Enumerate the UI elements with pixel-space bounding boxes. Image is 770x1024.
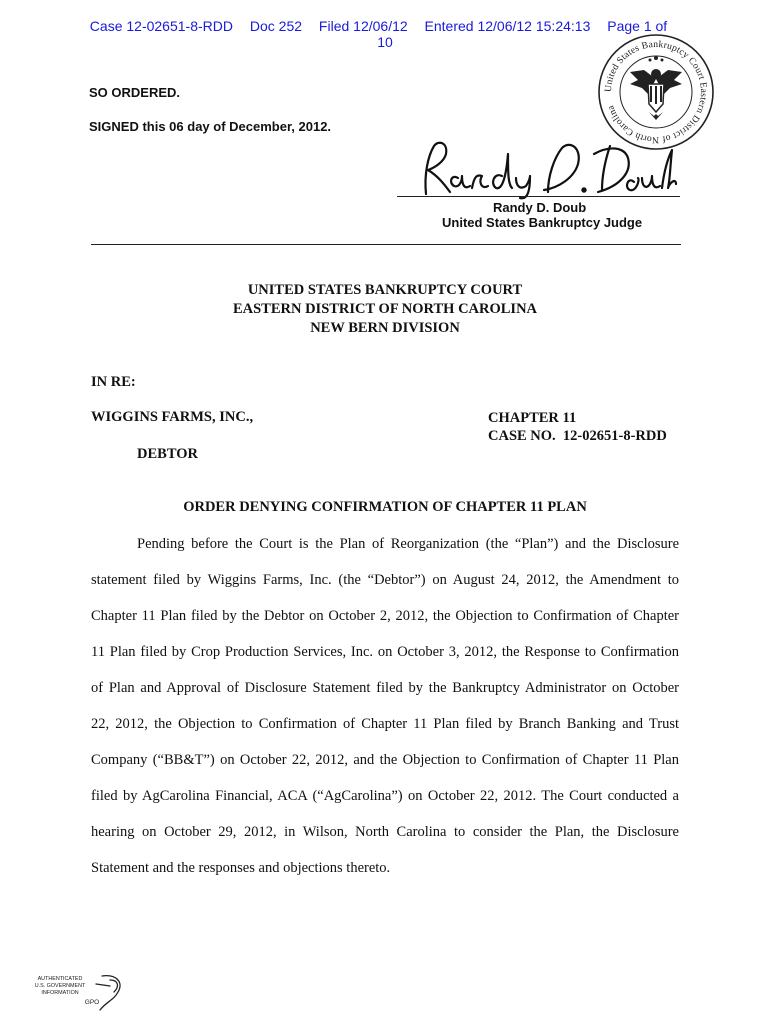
- court-division: NEW BERN DIVISION: [310, 320, 460, 336]
- judge-title: United States Bankruptcy Judge: [442, 215, 643, 230]
- entered-date: Entered 12/06/12 15:24:13: [424, 18, 591, 34]
- body-line: Statement and the responses and objections thereto.: [91, 860, 391, 876]
- signed-date: SIGNED this 06 day of December, 2012.: [89, 119, 332, 134]
- judge-name: Randy D. Doub: [493, 200, 587, 215]
- case-caption-right: [488, 409, 667, 445]
- signature-line: [397, 196, 680, 197]
- body-line: Company (“BB&T”) on October 22, 2012, and the Objection to Confirmation of Chapter 11 Plan: [91, 752, 679, 768]
- body-line: hearing on October 29, 2012, in Wilson, North Carolina to consider the Plan, the Disclosure: [91, 824, 679, 840]
- case-reference: Case 12-02651-8-RDD: [89, 18, 233, 34]
- so-ordered: SO ORDERED.: [89, 85, 181, 100]
- page-count-a: Page 1 of: [607, 18, 668, 34]
- body-line: statement filed by Wiggins Farms, Inc. (the “Debtor”) on August 24, 2012, the Amendment to: [91, 572, 679, 588]
- judge-signature-image: [398, 128, 678, 200]
- chapter-label: CHAPTER 11: [488, 410, 577, 426]
- body-line: 22, 2012, the Objection to Confirmation of Chapter 11 Plan filed by Branch Banking and Trust: [91, 716, 679, 732]
- court-name: UNITED STATES BANKRUPTCY COURT: [247, 282, 523, 298]
- debtor-name: WIGGINS FARMS, INC.,: [91, 409, 254, 425]
- case-number: CASE NO. 12-02651-8-RDD: [488, 428, 667, 444]
- gpo-line-3: INFORMATION: [41, 990, 79, 996]
- court-district: EASTERN DISTRICT OF NORTH CAROLINA: [232, 301, 538, 317]
- body-line: filed by AgCarolina Financial, ACA (“AgCarolina”) on October 22, 2012. The Court conducted a: [91, 788, 679, 804]
- header-divider: [91, 244, 681, 245]
- gpo-line-1: AUTHENTICATED: [37, 976, 83, 982]
- order-title: ORDER DENYING CONFIRMATION OF CHAPTER 11 PLAN: [183, 499, 587, 515]
- body-line: Pending before the Court is the Plan of Reorganization (the “Plan”) and the Disclosure: [137, 536, 679, 552]
- page-count-b: 10: [377, 34, 393, 50]
- body-line: Chapter 11 Plan filed by the Debtor on October 2, 2012, the Objection to Confirmation of Chapter: [91, 608, 679, 624]
- debtor-label: DEBTOR: [137, 446, 198, 462]
- gpo-mark: GPO: [84, 999, 100, 1006]
- gpo-authenticated-logo-icon: [30, 972, 130, 1016]
- gpo-line-2: U.S. GOVERNMENT: [34, 983, 86, 989]
- seal-ring-text: United States Bankruptcy Court Eastern District of North Carolina: [602, 38, 710, 146]
- body-line: 11 Plan filed by Crop Production Services, Inc. on October 3, 2012, the Response to Confirmation: [91, 644, 679, 660]
- docket-number: Doc 252: [249, 18, 303, 34]
- in-re-label: IN RE:: [91, 374, 136, 390]
- filed-date: Filed 12/06/12: [318, 18, 408, 34]
- court-heading: [91, 281, 679, 338]
- body-line: of Plan and Approval of Disclosure Statement filed by the Bankruptcy Administrator on October: [91, 680, 679, 696]
